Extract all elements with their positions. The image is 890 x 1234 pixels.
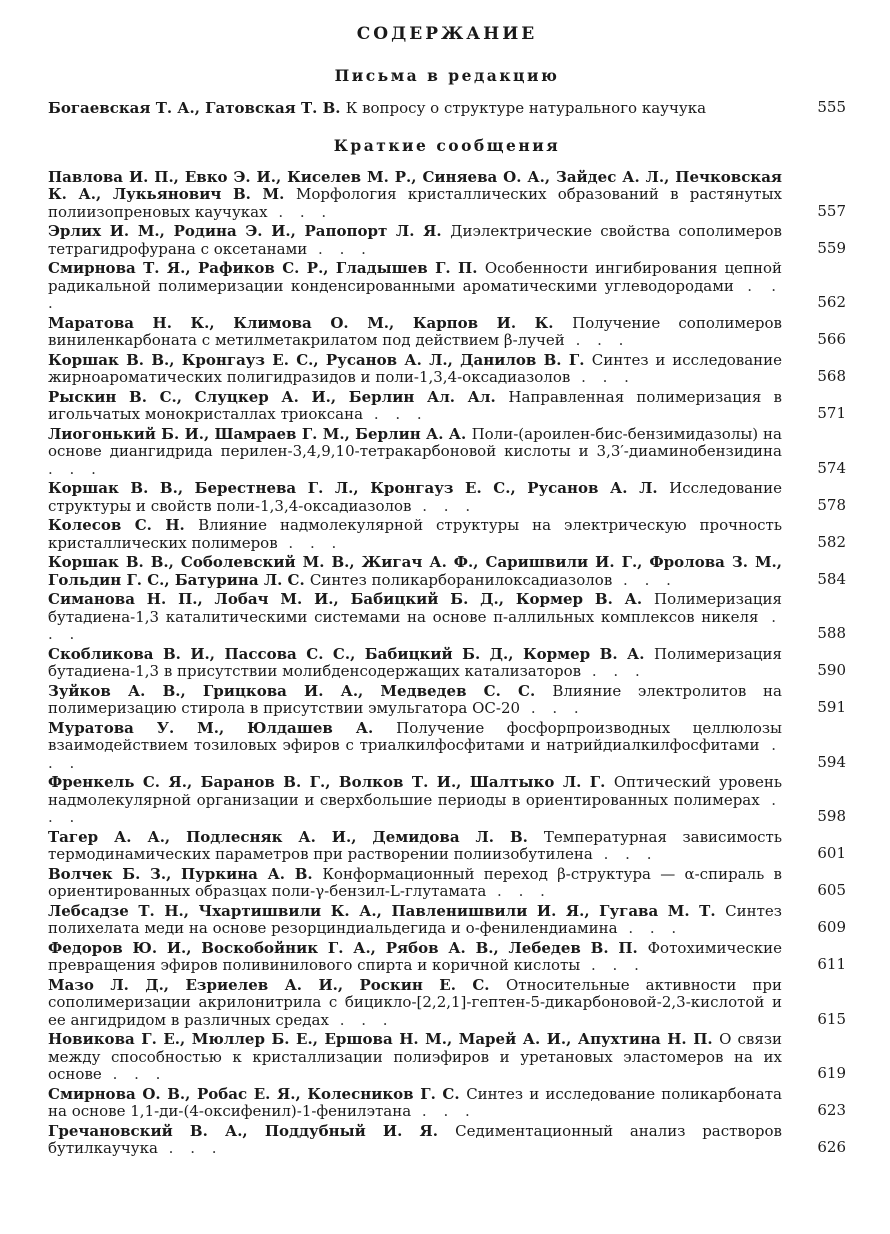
entry-page-number: 609 (817, 918, 846, 936)
toc-entry (48, 315, 846, 350)
entry-authors: Френкель С. Я., Баранов В. Г., Волков Т. И., Шалтыко Л. Г. (48, 773, 614, 791)
entry-title: Конформационный переход β-структура — α-спираль в ориентированных образцах поли-γ-бензил-L-глутамата (48, 864, 782, 900)
dot-leader: . . . (617, 919, 683, 937)
entry-text (48, 646, 782, 681)
entry-authors: Колесов С. Н. (48, 516, 199, 534)
entry-text (48, 591, 782, 644)
toc-entry (48, 554, 846, 589)
entry-title: Синтез поликарборанилоксадиазолов (309, 570, 613, 589)
entry-page-number: 590 (817, 661, 846, 679)
entry-authors: Зуйков А. В., Грицкова И. А., Медведев С. С. (48, 681, 553, 700)
toc-entry (48, 720, 846, 773)
entry-title: Синтез и исследование жирноароматических полигидразидов и поли-1,3,4-оксадиазолов (48, 350, 783, 386)
section-heading: Краткие сообщения (333, 135, 561, 155)
entry-authors: Волчек Б. З., Пуркина А. В. (48, 864, 323, 883)
dot-leader: . . . (520, 699, 585, 717)
dot-leader: . . . (307, 239, 372, 258)
section-heading: Письма в редакцию (334, 66, 560, 85)
toc-entry (48, 352, 846, 387)
dot-leader: . . . (48, 607, 782, 643)
entry-authors: Муратова У. М., Юлдашев А. (48, 718, 397, 737)
dot-leader: . . . (570, 368, 635, 386)
entry-text (48, 683, 782, 718)
toc-entry (48, 169, 846, 222)
dot-leader: . . . (157, 1139, 223, 1157)
entry-text (48, 1031, 782, 1084)
entry-authors: Эрлих И. М., Родина Э. И., Рапопорт Л. Я. (48, 222, 451, 240)
entry-text (48, 1086, 782, 1121)
entry-text (48, 517, 782, 552)
entry-authors: Лиогонький Б. И., Шамраев Г. М., Берлин А. А. (48, 424, 472, 443)
dot-leader: . . . (101, 1065, 167, 1083)
entry-title: Особенности ингибирования цепной радикальной полимеризации конденсированными ароматическими углеводородами (48, 259, 782, 295)
toc-entry (48, 646, 846, 681)
entry-page-number: 555 (817, 98, 846, 116)
entry-page-number: 557 (817, 201, 846, 220)
entry-authors: Тагер А. А., Подлесняк А. И., Демидова Л. В. (48, 827, 544, 846)
entry-text (48, 554, 782, 589)
toc-entry (48, 591, 846, 644)
entry-page-number: 559 (817, 238, 846, 257)
entry-text (48, 389, 782, 424)
entry-page-number: 578 (817, 495, 846, 514)
toc-entry (48, 1086, 846, 1121)
dot-leader: . . . (411, 1102, 476, 1120)
entry-authors: Коршак В. В., Соболевский М. В., Жигач А. Ф., Саришвили И. Г., Фролова З. М., Гольдин Г. С., Батурина Л. С. (48, 553, 782, 589)
entry-page-number: 582 (817, 532, 846, 551)
entry-authors: Смирнова Т. Я., Рафиков С. Р., Гладышев Г. П. (48, 259, 485, 277)
entry-authors: Симанова Н. П., Лобач М. И., Бабицкий Б. Д., Кормер В. А. (48, 590, 654, 608)
entry-page-number: 571 (817, 404, 846, 422)
entry-title: Морфология кристаллических образований в растянутых полиизопреновых каучуках (48, 185, 782, 221)
entry-authors: Коршак В. В., Кронгауз Е. С., Русанов А. Л., Данилов В. Г. (48, 350, 592, 369)
toc-body (48, 66, 846, 1158)
entry-page-number: 562 (817, 293, 846, 311)
entry-page-number: 566 (817, 330, 846, 348)
entry-text (48, 720, 782, 773)
entry-title: Фотохимические превращения эфиров поливинилового спирта и коричной кислоты (48, 938, 782, 974)
entry-title: Седиментационный анализ растворов бутилкаучука (48, 1121, 782, 1157)
dot-leader: . . . (592, 845, 658, 863)
entry-text (48, 480, 782, 515)
toc-entry (48, 389, 846, 424)
entry-title: Полимеризация бутадиена-1,3 в присутствии молибденсодержащих катализаторов (48, 644, 782, 680)
entry-text (48, 315, 782, 350)
entry-page-number: 574 (817, 458, 846, 477)
entry-text (48, 426, 782, 479)
toc-entry (48, 1031, 846, 1084)
page-title: СОДЕРЖАНИЕ (356, 24, 538, 44)
toc-entry (48, 517, 846, 552)
dot-leader: . . . (328, 1010, 394, 1029)
toc-entry (48, 940, 846, 975)
toc-entry (48, 829, 846, 864)
dot-leader: . . . (581, 662, 646, 680)
dot-leader: . . . (564, 331, 630, 349)
dot-leader: . . . (277, 533, 343, 552)
entry-title: Синтез полихелата меди на основе резорциндиальдегида и о-фенилендиамина (48, 901, 782, 937)
entry-title: Температурная зависимость термодинамических параметров при растворении полиизобутилена (48, 827, 782, 863)
entry-text (48, 977, 782, 1030)
entry-authors: Мазо Л. Д., Езриелев А. И., Роскин Е. С. (48, 975, 506, 994)
entry-page-number: 601 (817, 844, 846, 862)
entry-page-number: 594 (817, 752, 846, 771)
entry-authors: Богаевская Т. А., Гатовская Т. В. (48, 99, 346, 117)
entry-authors: Федоров Ю. И., Воскобойник Г. А., Рябов А. В., Лебедев В. П. (48, 938, 648, 957)
entry-text (48, 1123, 782, 1158)
entry-page-number: 605 (817, 881, 846, 899)
toc-entry (48, 774, 846, 827)
dot-leader: . . . (48, 459, 102, 478)
toc-entry (48, 260, 846, 313)
entry-title: Влияние электролитов на полимеризацию стирола в присутствии эмульгатора ОС-20 (48, 681, 782, 717)
toc-entry (48, 426, 846, 479)
toc-entry (48, 866, 846, 901)
entry-page-number: 588 (817, 624, 846, 642)
dot-leader: . . . (363, 405, 428, 423)
entry-text (48, 100, 782, 118)
entry-page-number: 626 (817, 1138, 846, 1156)
entry-title: Получение сополимеров виниленкарбоната с метилметакрилатом под действием β-лучей (48, 313, 782, 349)
toc-entry (48, 223, 846, 258)
entry-title: Синтез и исследование поликарбоната на основе 1,1-ди-(4-оксифенил)-1-фенилэтана (48, 1084, 782, 1120)
entry-text (48, 169, 782, 222)
dot-leader: . . . (267, 202, 333, 221)
entry-page-number: 623 (817, 1101, 846, 1119)
entry-page-number: 619 (817, 1064, 846, 1082)
entry-page-number: 591 (817, 698, 846, 716)
entry-title: Получение фосфорпроизводных целлюлозы взаимодействием тозиловых эфиров с триалкилфосфитами и натрийдиалкилфосфитами (48, 718, 782, 754)
toc-entry (48, 683, 846, 718)
dot-leader: . . . (411, 496, 477, 515)
entry-text (48, 260, 782, 313)
entry-title: Влияние надмолекулярной структуры на электрическую прочность кристаллических полимеров (48, 516, 782, 552)
dot-leader: . . . (486, 882, 551, 900)
entry-text (48, 774, 782, 827)
entry-text (48, 223, 782, 258)
entry-authors: Новикова Г. Е., Мюллер Б. Е., Ершова Н. М., Марей А. И., Апухтина Н. П. (48, 1030, 720, 1048)
entry-authors: Коршак В. В., Берестнева Г. Л., Кронгауз Е. С., Русанов А. Л. (48, 479, 670, 497)
toc-entry (48, 903, 846, 938)
entry-title: Исследование структуры и свойств поли-1,3,4-оксадиазолов (48, 479, 782, 515)
entry-title: Оптический уровень надмолекулярной организации и сверхбольшие периоды в ориентированных полимерах (48, 773, 782, 809)
dot-leader: . . . (48, 790, 782, 826)
entry-title: Диэлектрические свойства сополимеров тетрагидрофурана с оксетанами (48, 222, 782, 258)
entry-text (48, 352, 782, 387)
entry-title: О связи между способностью к кристаллизации полиэфиров и уретановых эластомеров на их основе (48, 1030, 782, 1083)
toc-entry (48, 99, 846, 118)
toc-entry (48, 1123, 846, 1158)
entry-title: Направленная полимеризация в игольчатых монокристаллах триоксана (48, 387, 782, 423)
entry-authors: Маратова Н. К., Климова О. М., Карпов И. К. (48, 313, 573, 332)
entry-text (48, 829, 782, 864)
entry-authors: Павлова И. П., Евко Э. И., Киселев М. Р., Синяева О. А., Зайдес А. Л., Печковская К. А., Лукьянович В. М. (48, 167, 782, 203)
entry-authors: Смирнова О. В., Робас Е. Я., Колесников Г. С. (48, 1084, 467, 1103)
entry-title: Относительные активности при сополимеризации акрилонитрила с бицикло-[2,2,1]-гептен-5-дикарбоновой-2,3-кислотой и ее ангидридом в различных средах (48, 975, 783, 1029)
entry-authors: Рыскин В. С., Слуцкер А. И., Берлин Ал. Ал. (48, 387, 509, 406)
entry-authors: Скобликова В. И., Пассова С. С., Бабицкий Б. Д., Кормер В. А. (48, 644, 654, 663)
toc-entry (48, 480, 846, 515)
dot-leader: . . . (48, 276, 782, 312)
entry-page-number: 598 (817, 807, 846, 825)
dot-leader: . . . (580, 956, 645, 974)
dot-leader: . . . (612, 570, 677, 589)
entry-page-number: 584 (817, 569, 846, 588)
entry-page-number: 568 (817, 367, 846, 385)
toc-entry (48, 977, 846, 1030)
entry-page-number: 615 (817, 1009, 846, 1028)
entry-authors: Лебсадзе Т. Н., Чхартишвили К. А., Павленишвили И. Я., Гугава М. Т. (48, 901, 726, 920)
entry-title: К вопросу о структуре натурального каучука (345, 99, 707, 117)
entry-page-number: 611 (817, 955, 846, 973)
entry-text (48, 903, 782, 938)
entry-title: Полимеризация бутадиена-1,3 каталитическими системами на основе π-аллильных комплексов никеля (48, 590, 782, 626)
dot-leader: . . . (48, 736, 782, 772)
entry-title: Поли-(ароилен-бис-бензимидазолы) на основе диангидрида перилен-3,4,9,10-тетракарбоновой кислоты и 3,3′-диаминобензидина (48, 424, 782, 460)
entry-text (48, 866, 782, 901)
entry-text (48, 940, 782, 975)
entry-authors: Гречановский В. А., Поддубный И. Я. (48, 1121, 456, 1140)
